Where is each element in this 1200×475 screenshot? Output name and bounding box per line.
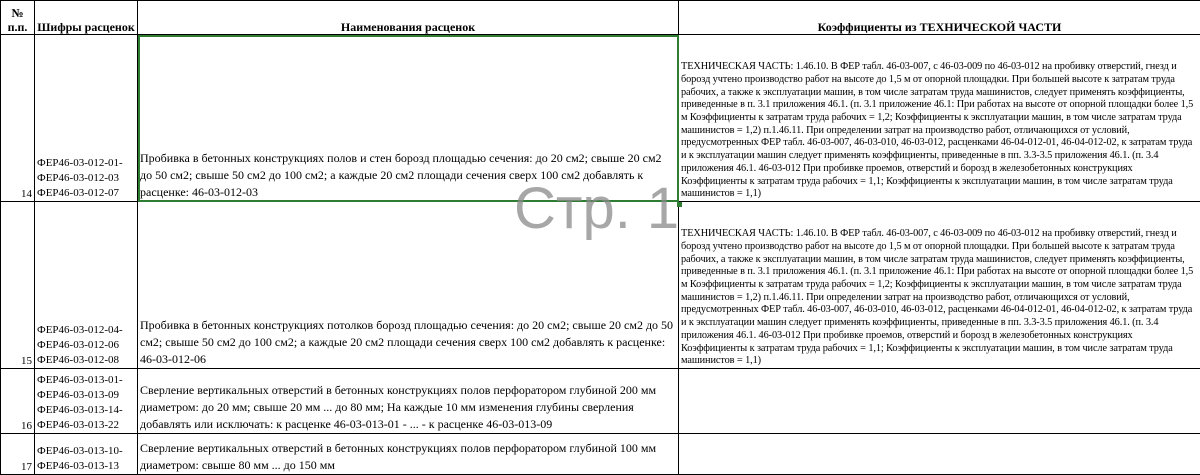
header-coef[interactable]: Коэффициенты из ТЕХНИЧЕСКОЙ ЧАСТИ [679, 1, 1200, 35]
row-coefficients[interactable]: ТЕХНИЧЕСКАЯ ЧАСТЬ: 1.46.10. В ФЕР табл. 46-03-007, с 46-03-009 по 46-03-012 на пробивку отверстий, гнезд и борозд учтено производство работ на высоте до 1,5 м от опорной площадки. При большей высоте к затратам труда рабочих, а также к эксплуатации машин, в том числе затратам труда машинистов, следует применять коэффициенты, приведенные в п. 3.1 приложения 46.1. (п. 3.1 приложение 46.1: При работах на высоте от опорной площадки более 1,5 м Коэффициенты к затратам труда рабочих = 1,2; Коэффициенты к эксплуатации машин, в том числе затратам труда машинистов = 1,2) п.1.46.11. При определении затрат на производство работ, отличающихся от условий, предусмотренных ФЕР табл. 46-03-007, 46-03-010, 46-03-012, расценками 46-04-012-01, 46-04-012-02, к затратам труда и к эксплуатации машин следует применять коэффициенты, приведенные в пп. 3.3-3.5 приложения 46.1. (п. 3.4 приложения 46.1. 46-03-012 При пробивке проемов, отверстий и борозд в железобетонных конструкциях Коэффициенты к затратам труда рабочих = 1,1; Коэффициенты к эксплуатации машин, в том числе затратам труда машинистов = 1,1) [679, 202, 1200, 369]
row-number[interactable]: 15 [1, 202, 35, 369]
row-name-selected-cell[interactable]: Пробивка в бетонных конструкциях полов и стен борозд площадью сечения: до 20 см2; свыше 20 см2 до 50 см2; свыше 50 см2 до 100 см2; а каждые 20 см2 площади сечения сверх 100 см2 добавлять к расценке: 46-03-012-03 [138, 35, 679, 202]
row-number[interactable]: 16 [1, 369, 35, 434]
header-codes[interactable]: Шифры расценок [35, 1, 138, 35]
row-name[interactable]: Сверление вертикальных отверстий в бетонных конструкциях полов перфоратором глубиной 200 мм диаметром: до 20 мм; свыше 20 мм ... до 80 мм; На каждые 10 мм изменения глубины сверления добавлять или исключать: к расценке 46-03-013-01 - ... - к расценке 46-03-013-09 [138, 369, 679, 434]
table-row [1, 369, 1200, 434]
header-row [1, 1, 1200, 35]
row-codes[interactable]: ФЕР46-03-013-01- ФЕР46-03-013-09 ФЕР46-03-013-14- ФЕР46-03-013-22 [35, 369, 138, 434]
row-number[interactable]: 17 [1, 434, 35, 475]
page-break-watermark: Стр. 1 [514, 176, 680, 241]
header-num[interactable]: № п.п. [1, 1, 35, 35]
table-row [1, 434, 1200, 475]
row-codes[interactable]: ФЕР46-03-012-01- ФЕР46-03-012-03 ФЕР46-03-012-07 [35, 35, 138, 202]
selection-fill-handle[interactable] [677, 202, 682, 207]
row-coefficients[interactable]: ТЕХНИЧЕСКАЯ ЧАСТЬ: 1.46.10. В ФЕР табл. 46-03-007, с 46-03-009 по 46-03-012 на пробивку отверстий, гнезд и борозд учтено производство работ на высоте до 1,5 м от опорной площадки. При большей высоте к затратам труда рабочих, а также к эксплуатации машин, в том числе затратам труда машинистов, следует применять коэффициенты, приведенные в п. 3.1 приложения 46.1. (п. 3.1 приложение 46.1: При работах на высоте от опорной площадки более 1,5 м Коэффициенты к затратам труда рабочих = 1,2; Коэффициенты к эксплуатации машин, в том числе затратам труда машинистов = 1,2) п.1.46.11. При определении затрат на производство работ, отличающихся от условий, предусмотренных ФЕР табл. 46-03-007, 46-03-010, 46-03-012, расценками 46-04-012-01, 46-04-012-02, к затратам труда и к эксплуатации машин следует применять коэффициенты, приведенные в пп. 3.3-3.5 приложения 46.1. (п. 3.4 приложения 46.1. 46-03-012 При пробивке проемов, отверстий и борозд в железобетонных конструкциях Коэффициенты к затратам труда рабочих = 1,1; Коэффициенты к эксплуатации машин, в том числе затратам труда машинистов = 1,1) [679, 35, 1200, 202]
row-number[interactable]: 14 [1, 35, 35, 202]
row-codes[interactable]: ФЕР46-03-013-10- ФЕР46-03-013-13 [35, 434, 138, 475]
row-name[interactable]: Сверление вертикальных отверстий в бетонных конструкциях полов перфоратором глубиной 100 мм диаметром: свыше 80 мм ... до 150 мм [138, 434, 679, 475]
table-row [1, 35, 1200, 202]
row-codes[interactable]: ФЕР46-03-012-04- ФЕР46-03-012-06 ФЕР46-03-012-08 [35, 202, 138, 369]
header-name[interactable]: Наименования расценок [138, 1, 679, 35]
row-coefficients[interactable] [679, 369, 1200, 434]
table-row [1, 202, 1200, 369]
row-name[interactable]: Пробивка в бетонных конструкциях потолков борозд площадью сечения: до 20 см2; свыше 20 см2 до 50 см2; свыше 50 см2 до 100 см2; а каждые 20 см2 площади сечения сверх 100 см2 добавлять к расценке: 46-03-012-06 [138, 202, 679, 369]
row-coefficients[interactable] [679, 434, 1200, 475]
